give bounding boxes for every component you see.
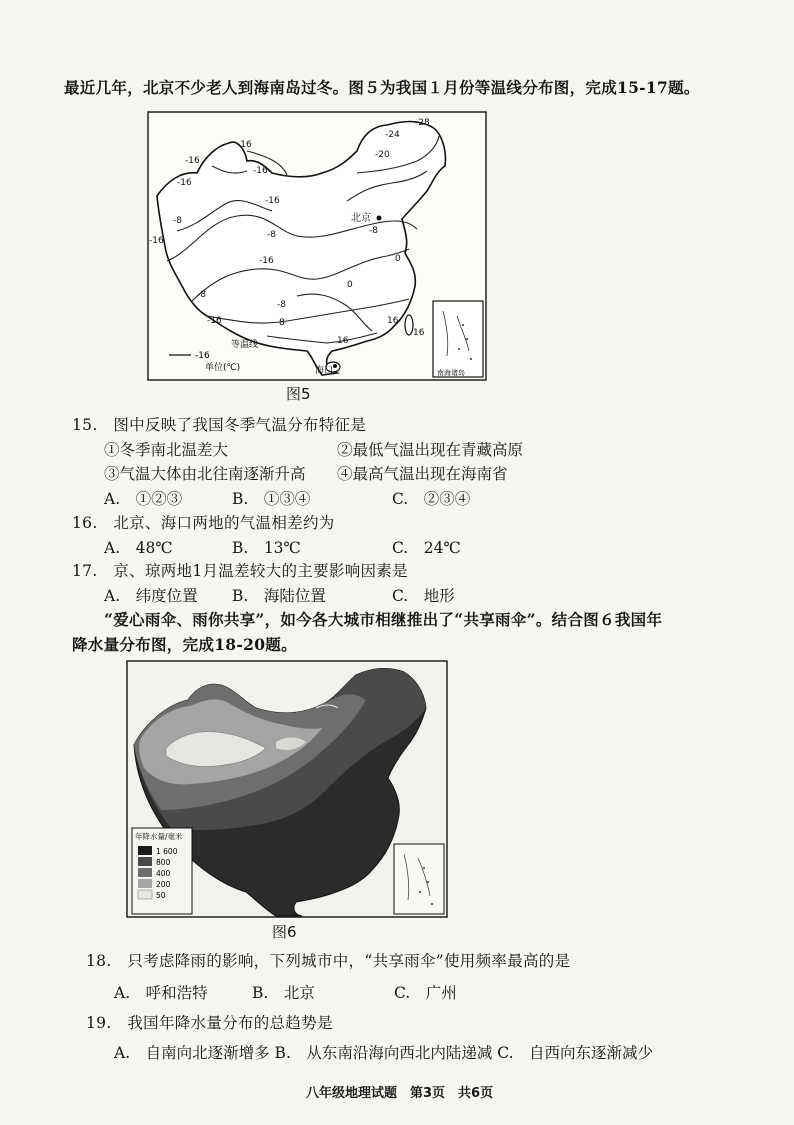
svg-text:-16: -16 — [253, 166, 268, 176]
svg-text:16: 16 — [387, 316, 399, 326]
q15-statement-2: ②最低气温出现在青藏高原 — [337, 441, 524, 459]
q18-option-a: A. 呼和浩特 — [114, 984, 208, 1002]
q17-option-c: C. 地形 — [392, 587, 455, 605]
svg-text:-16: -16 — [185, 156, 200, 166]
q17-stem: 17. 京、琼两地1月温差较大的主要影响因素是 — [72, 562, 408, 580]
haikou-label: 海口 — [315, 366, 334, 376]
svg-text:16: 16 — [413, 328, 425, 338]
q16-option-b: B. 13℃ — [232, 539, 301, 557]
figure-5-caption: 图5 — [286, 385, 311, 403]
beijing-dot — [377, 216, 382, 221]
svg-text:-28: -28 — [415, 118, 430, 128]
svg-text:-20: -20 — [375, 150, 390, 160]
q15-statement-4: ④最高气温出现在海南省 — [337, 465, 508, 483]
svg-text:800: 800 — [156, 858, 171, 867]
beijing-label: 北京 — [351, 213, 371, 224]
svg-text:年降水量/毫米: 年降水量/毫米 — [135, 832, 183, 841]
svg-text:-8: -8 — [173, 216, 182, 226]
q18-option-b: B. 北京 — [252, 984, 315, 1002]
svg-text:-16: -16 — [207, 316, 222, 326]
q18-stem: 18. 只考虑降雨的影响，下列城市中，“共享雨伞”使用频率最高的是 — [86, 952, 571, 970]
q17-option-b: B. 海陆位置 — [232, 587, 326, 605]
svg-text:-8: -8 — [197, 290, 206, 300]
svg-text:南海诸岛: 南海诸岛 — [437, 369, 465, 377]
precip-legend — [132, 828, 192, 914]
svg-text:400: 400 — [156, 869, 171, 878]
svg-text:等温线: 等温线 — [231, 340, 259, 350]
svg-text:1 600: 1 600 — [156, 847, 178, 856]
q16-stem: 16. 北京、海口两地的气温相差约为 — [72, 514, 335, 532]
q16-option-c: C. 24℃ — [392, 539, 461, 557]
svg-text:-8: -8 — [277, 300, 286, 310]
intro-18-20-line1: “爱心雨伞、雨你共享”，如今各大城市相继推出了“共享雨伞”。结合图６我国年 — [104, 610, 663, 629]
q16-option-a: A. 48℃ — [104, 539, 173, 557]
svg-text:-16: -16 — [265, 196, 280, 206]
q15-option-c: C. ②③④ — [392, 490, 471, 508]
taiwan — [405, 315, 413, 335]
figure-6-precipitation-map — [126, 660, 448, 918]
q15-option-b: B. ①③④ — [232, 490, 311, 508]
q15-statement-1: ①冬季南北温差大 — [104, 441, 229, 459]
svg-text:16: 16 — [337, 336, 349, 346]
svg-text:-8: -8 — [267, 230, 276, 240]
svg-text:-16: -16 — [177, 178, 192, 188]
figure-6-caption: 图6 — [272, 923, 297, 941]
svg-text:0: 0 — [395, 254, 401, 264]
svg-text:8: 8 — [279, 318, 285, 328]
intro-18-20-line2: 降水量分布图，完成18-20题。 — [72, 635, 297, 654]
svg-text:-16: -16 — [237, 140, 252, 150]
q19-options: A. 自南向北逐渐增多 B. 从东南沿海向西北内陆递减 C. 自西向东逐渐减少 — [114, 1044, 654, 1062]
svg-text:-8: -8 — [369, 226, 378, 236]
intro-15-17: 最近几年，北京不少老人到海南岛过冬。图５为我国１月份等温线分布图，完成15-17题。 — [64, 78, 700, 97]
page-footer: 八年级地理试题 第3页 共6页 — [306, 1086, 494, 1101]
svg-text:单位(℃): 单位(℃) — [205, 363, 241, 373]
svg-text:50: 50 — [156, 891, 166, 900]
q15-stem: 15. 图中反映了我国冬季气温分布特征是 — [72, 416, 367, 434]
figure-5-isotherm-map — [147, 111, 487, 381]
svg-text:-16: -16 — [149, 236, 164, 246]
south-sea-inset-6 — [394, 844, 444, 914]
q19-stem: 19. 我国年降水量分布的总趋势是 — [86, 1014, 333, 1032]
q18-option-c: C. 广州 — [394, 984, 457, 1002]
svg-text:0: 0 — [347, 280, 353, 290]
svg-text:200: 200 — [156, 880, 171, 889]
q15-option-a: A. ①②③ — [104, 490, 183, 508]
svg-text:-24: -24 — [385, 130, 400, 140]
haikou-dot — [333, 364, 337, 368]
q17-option-a: A. 纬度位置 — [104, 587, 198, 605]
svg-text:-16: -16 — [259, 256, 274, 266]
q15-statement-3: ③气温大体由北往南逐渐升高 — [104, 465, 306, 483]
south-sea-inset — [433, 301, 483, 377]
svg-text:-16: -16 — [195, 351, 210, 361]
